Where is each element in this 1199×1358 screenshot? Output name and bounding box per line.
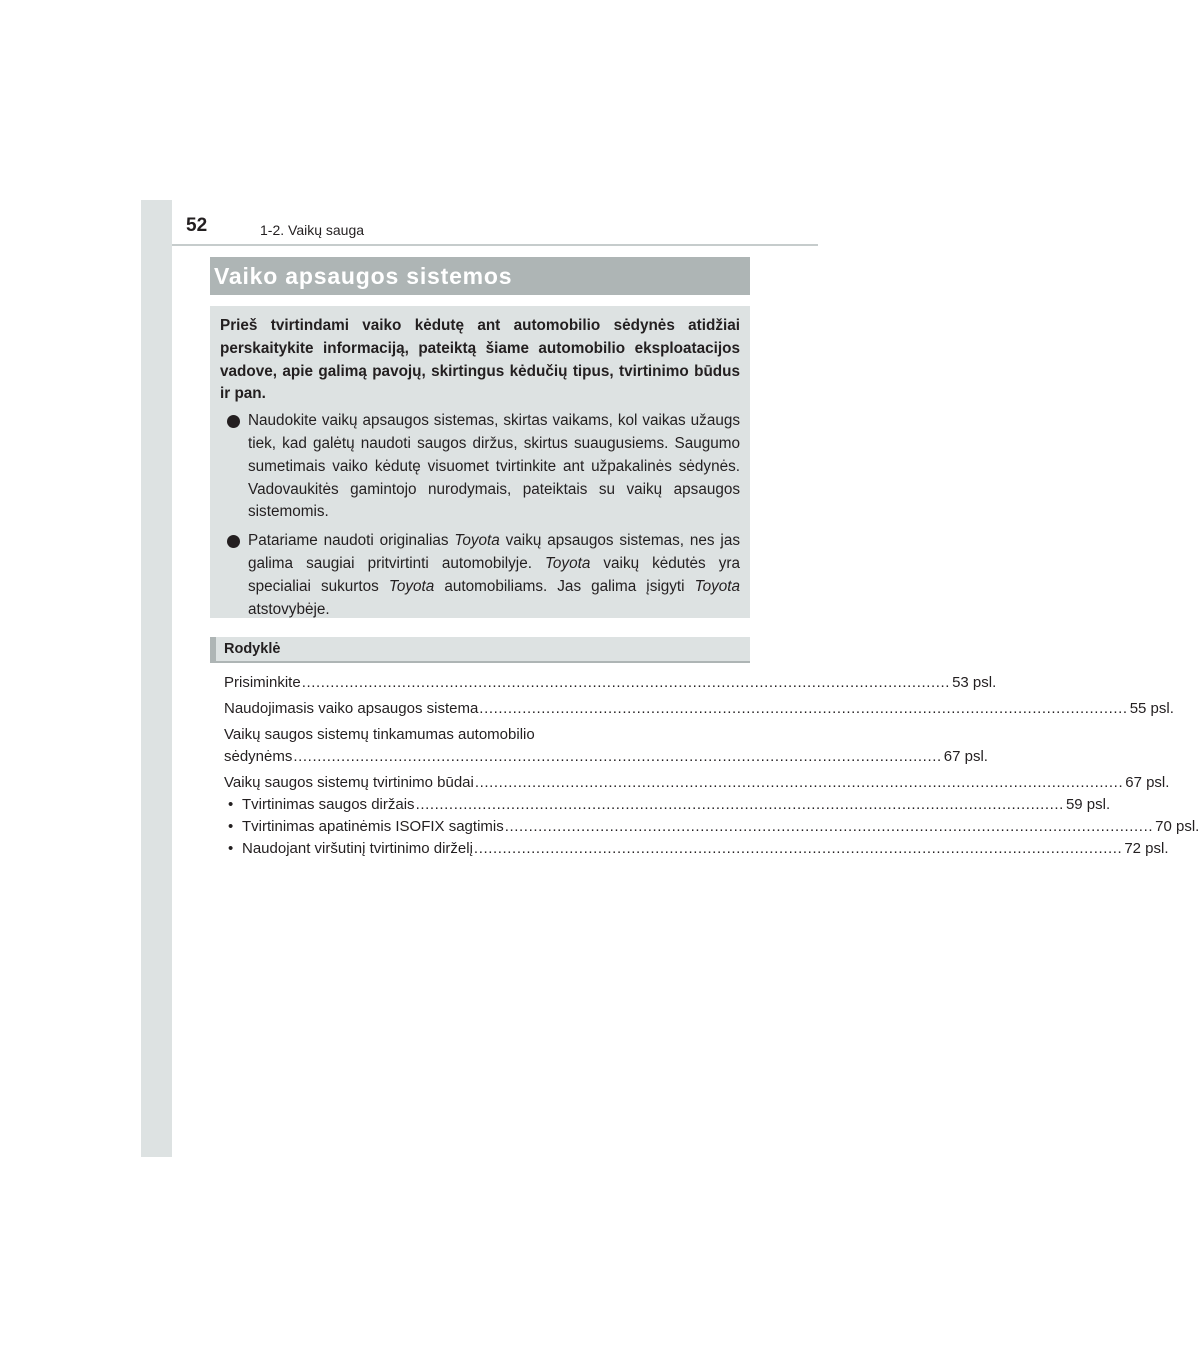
dot-leader: ........................................................................................................................................ — [504, 818, 1154, 835]
bullet-text-part: vaikų apsaugos sistemas, nes jas galima saugiai pritvirtinti automobilyje. — [248, 532, 740, 572]
section-title: 1-2. Vaikų sauga — [260, 222, 365, 238]
index-list — [224, 672, 1199, 860]
index-subitem-label: Tvirtinimas apatinėmis ISOFIX sagtimis — [242, 818, 504, 835]
index-subitem-label-wrap — [224, 794, 415, 816]
bullet-text-part: automobiliams. Jas galima įsigyti — [434, 577, 695, 595]
page-sidebar-band — [141, 200, 172, 1157]
index-item-label: Naudojimasis vaiko apsaugos sistema — [224, 700, 479, 717]
index-subitem-label: Tvirtinimas saugos diržais — [242, 796, 415, 813]
brand-name: Toyota — [388, 577, 435, 595]
index-subitem-page: 72 psl. — [1124, 840, 1169, 857]
index-heading-bar — [210, 637, 750, 663]
subitem-bullet: • — [228, 840, 234, 857]
bullet-text-part: atstovybėje. — [248, 600, 330, 618]
index-item-label: Vaikų saugos sistemų tvirtinimo būdai — [224, 774, 474, 791]
bullet-text-part: vaikų kėdutės yra specialiai sukurtos — [248, 554, 740, 595]
page-title: Vaiko apsaugos sistemos — [214, 263, 513, 289]
title-bar — [210, 257, 750, 295]
brand-name: Toyota — [454, 532, 500, 550]
index-subitem-label-wrap — [224, 816, 504, 838]
bullet-dot-icon — [227, 415, 240, 428]
index-item-page: 67 psl. — [1125, 774, 1170, 791]
subitem-bullet: • — [228, 818, 234, 835]
dot-leader: ........................................................................................................................................ — [479, 700, 1128, 717]
index-item-label: sėdynėms — [224, 748, 293, 765]
index-item[interactable] — [224, 698, 1174, 720]
index-subitem[interactable] — [224, 838, 1169, 860]
index-item[interactable] — [224, 772, 1170, 794]
index-item-page: 67 psl. — [943, 748, 988, 765]
info-bullet-1 — [220, 410, 740, 524]
dot-leader: ........................................................................................................................................ — [293, 748, 942, 765]
index-item-page: 55 psl. — [1129, 700, 1174, 717]
brand-name: Toyota — [544, 554, 591, 572]
bullet-text — [248, 530, 740, 621]
info-bullet-2 — [220, 530, 740, 621]
index-item-label: Prisiminkite — [224, 674, 301, 691]
header-divider — [172, 244, 818, 246]
index-item[interactable] — [224, 672, 997, 694]
index-subitem-page: 59 psl. — [1065, 796, 1111, 813]
index-item-page: 53 psl. — [952, 674, 997, 691]
bullet-text-part: Patariame naudoti originalias — [248, 532, 455, 550]
dot-leader: ........................................................................................................................................ — [415, 796, 1064, 813]
subitem-bullet: • — [228, 796, 234, 813]
index-heading: Rodyklė — [224, 641, 281, 657]
dot-leader: ........................................................................................................................................ — [474, 774, 1124, 791]
index-item[interactable] — [224, 724, 988, 768]
index-subitem[interactable] — [224, 816, 1199, 838]
index-subitem-label-wrap — [224, 838, 473, 860]
index-subitem[interactable] — [224, 794, 1111, 816]
index-subitem-page: 70 psl. — [1155, 818, 1199, 835]
dot-leader: ........................................................................................................................................ — [473, 840, 1123, 857]
bullet-dot-icon — [227, 535, 240, 548]
bullet-text: Naudokite vaikų apsaugos sistemas, skirtas vaikams, kol vaikas užaugs tiek, kad galėtų naudoti saugos diržus, skirtus suaugusiems. Saugumo sumetimais vaiko kėdutę visuomet tvirtinkite ant užpakalinės sėdynės. Vadovaukitės gamintojo nurodymais, pateiktais su vaikų apsaugos sistemomis. — [248, 412, 740, 521]
page-number: 52 — [186, 215, 208, 236]
dot-leader: ........................................................................................................................................ — [301, 674, 951, 691]
brand-name: Toyota — [694, 577, 740, 595]
index-subitem-label: Naudojant viršutinį tvirtinimo dirželį — [242, 840, 473, 857]
info-box — [210, 306, 750, 618]
index-item-label-line: Vaikų saugos sistemų tinkamumas automobilio — [224, 726, 535, 743]
intro-text: Prieš tvirtindami vaiko kėdutę ant automobilio sėdynės atidžiai perskaitykite informaciją, pateiktą šiame automobilio eksploatacijos vadove, apie galimą pavojų, skirtingus kėdučių tipus, tvirtinimo būdus ir pan. — [220, 317, 740, 403]
